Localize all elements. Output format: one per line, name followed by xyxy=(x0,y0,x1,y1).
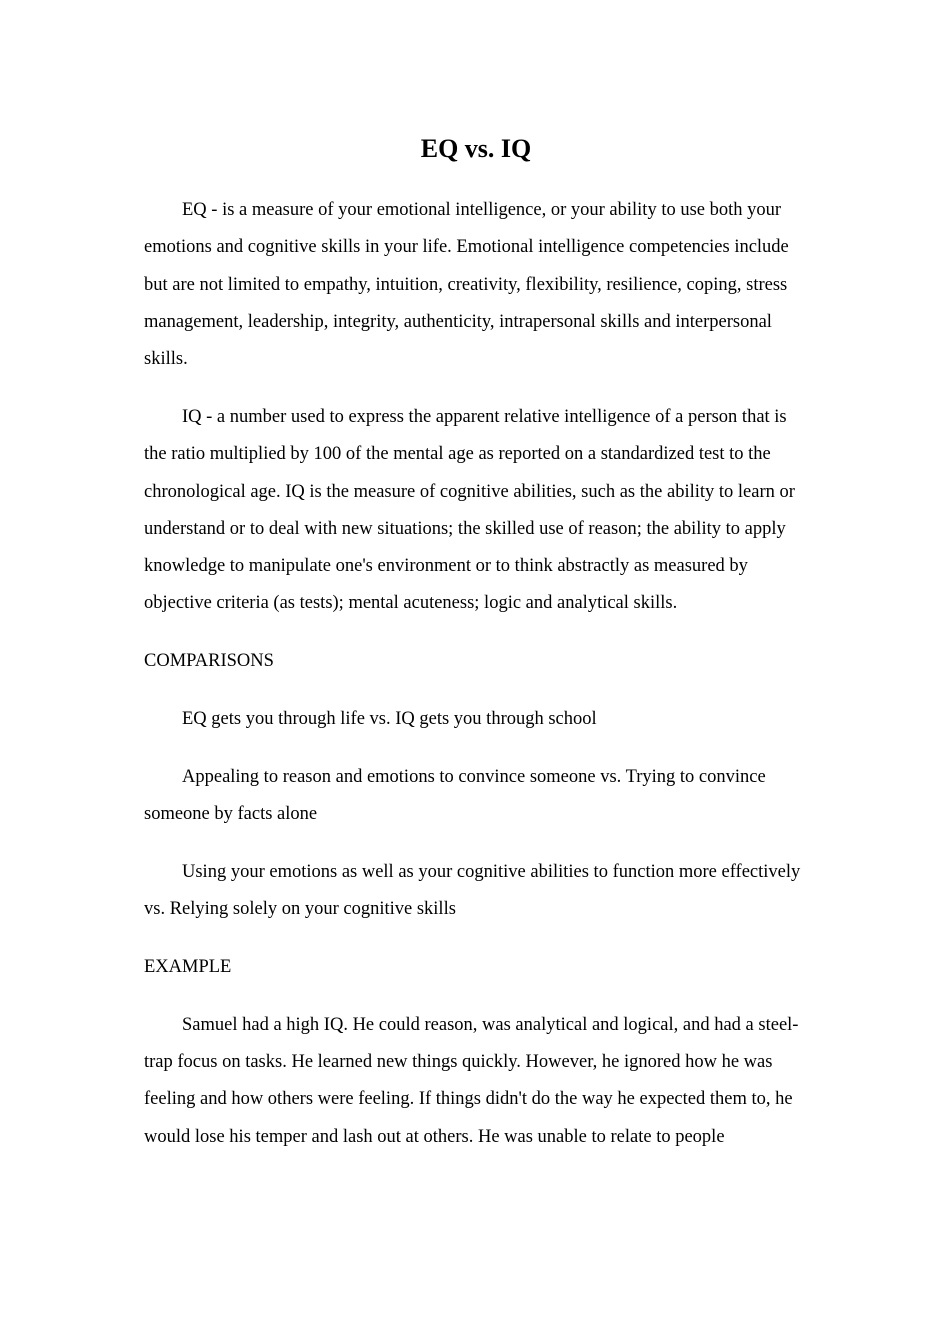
example-heading: EXAMPLE xyxy=(144,957,232,978)
document-title: EQ vs. IQ xyxy=(420,134,532,163)
document-page xyxy=(144,132,808,1177)
comparison-item: Appealing to reason and emotions to convince someone vs. Trying to convince someone by facts alone xyxy=(144,766,766,825)
comparisons-heading: COMPARISONS xyxy=(144,651,274,672)
eq-definition-paragraph: EQ - is a measure of your emotional intelligence, or your ability to use both your emotions and cognitive skills in your life. Emotional intelligence competencies include but are not limited to empathy, intuition, creativity, flexibility, resilience, coping, stress management, leadership, integrity, authenticity, intrapersonal skills and interpersonal skills. xyxy=(144,200,789,370)
comparison-item: EQ gets you through life vs. IQ gets you through school xyxy=(182,709,597,730)
comparison-item: Using your emotions as well as your cognitive abilities to function more effectively vs. Relying solely on your cognitive skills xyxy=(144,861,801,920)
iq-definition-paragraph: IQ - a number used to express the apparent relative intelligence of a person that is the ratio multiplied by 100 of the mental age as reported on a standardized test to the chronological age. IQ is the measure of cognitive abilities, such as the ability to learn or understand or to deal with new situations; the skilled use of reason; the ability to apply knowledge to manipulate one's environment or to think abstractly as measured by objective criteria (as tests); mental acuteness; logic and analytical skills. xyxy=(144,406,795,614)
example-paragraph: Samuel had a high IQ. He could reason, was analytical and logical, and had a steel-trap focus on tasks. He learned new things quickly. However, he ignored how he was feeling and how others were feeling. If things didn't do the way he expected them to, he would lose his temper and lash out at others. He was unable to relate to people xyxy=(144,1014,799,1147)
